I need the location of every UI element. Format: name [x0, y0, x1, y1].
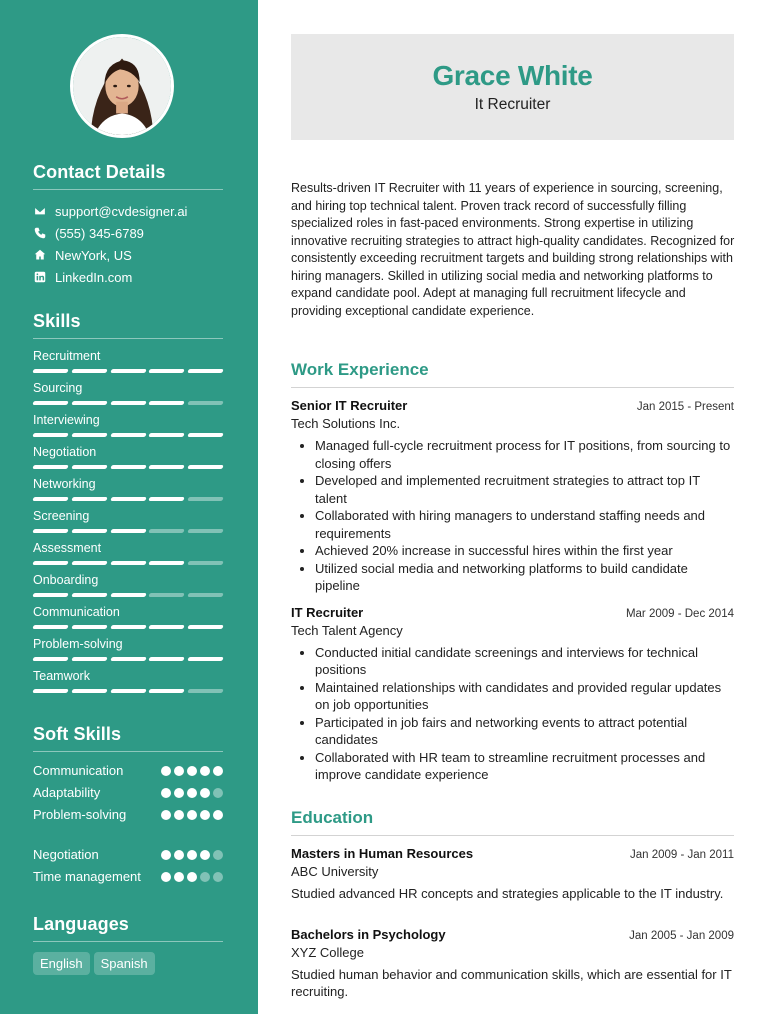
skill-level-segment	[71, 401, 107, 405]
job-date: Mar 2009 - Dec 2014	[625, 607, 734, 620]
skill-level-bar	[33, 497, 223, 501]
languages-section	[33, 914, 223, 975]
skill-level-segment	[149, 465, 185, 469]
school-name: ABC University	[291, 864, 379, 879]
sidebar	[0, 0, 258, 1014]
soft-skill-label: Problem-solving	[33, 807, 127, 822]
contact-text[interactable]: LinkedIn.com	[55, 269, 133, 285]
skill-level-segment	[32, 401, 68, 405]
skill-item	[33, 541, 223, 573]
skill-level-bar	[33, 529, 223, 533]
skill-item	[33, 381, 223, 413]
rating-dot	[213, 766, 223, 776]
skill-level-segment	[149, 369, 185, 373]
education-description: Studied human behavior and communication skills, which are essential for IT recruiting.	[291, 966, 732, 999]
skills-section	[33, 311, 223, 701]
skill-level-segment	[71, 689, 107, 693]
soft-skill-rating	[161, 784, 223, 798]
degree-title: Masters in Human Resources	[291, 846, 474, 861]
skill-label: Communication	[33, 605, 120, 619]
rating-dot	[174, 766, 184, 776]
job-bullet: • Maintained relationships with candidates and provided regular updates on job opportunities	[315, 679, 734, 714]
skill-level-segment	[110, 465, 146, 469]
rating-dot	[213, 810, 223, 820]
job-bullet: • Developed and implemented recruitment strategies to attract top IT talent	[315, 472, 734, 507]
languages-heading: Languages	[33, 914, 223, 942]
skill-level-segment	[187, 369, 223, 373]
skill-item	[33, 509, 223, 541]
skill-level-segment	[32, 529, 68, 533]
rating-dot	[161, 766, 171, 776]
skill-level-segment	[32, 497, 68, 501]
job-entry	[291, 605, 734, 784]
contact-item[interactable]	[33, 244, 223, 266]
rating-dot	[213, 788, 223, 798]
rating-dot	[200, 766, 210, 776]
job-entry	[291, 398, 734, 595]
language-chip: Spanish	[94, 952, 155, 975]
skill-level-segment	[187, 465, 223, 469]
skill-level-segment	[110, 497, 146, 501]
skill-level-bar	[33, 401, 223, 405]
contact-item[interactable]	[33, 222, 223, 244]
skill-level-segment	[110, 689, 146, 693]
skill-level-segment	[187, 561, 223, 565]
soft-skill-rating	[161, 762, 223, 776]
skill-item	[33, 669, 223, 701]
skill-level-segment	[149, 433, 185, 437]
rating-dot	[161, 872, 171, 882]
skill-level-segment	[110, 433, 146, 437]
skill-item	[33, 413, 223, 445]
rating-dot	[161, 810, 171, 820]
skill-level-segment	[149, 401, 185, 405]
skill-level-segment	[187, 497, 223, 501]
skill-level-bar	[33, 369, 223, 373]
skill-level-segment	[32, 433, 68, 437]
contact-section	[33, 162, 223, 288]
soft-skills-list	[33, 762, 223, 908]
rating-dot	[161, 850, 171, 860]
skill-level-bar	[33, 465, 223, 469]
soft-skill-label: Communication	[33, 763, 124, 778]
skill-level-segment	[71, 593, 107, 597]
experience-section	[291, 360, 734, 784]
degree-title: Bachelors in Psychology	[291, 926, 446, 942]
rating-dot	[200, 850, 210, 860]
skill-level-bar	[33, 561, 223, 565]
soft-skill-rating	[161, 806, 223, 820]
name-header	[291, 34, 734, 140]
skill-label: Sourcing	[33, 381, 83, 395]
education-description: Studied advanced HR concepts and strategies applicable to the IT industry.	[291, 886, 724, 901]
education-heading: Education	[291, 808, 734, 836]
contact-item[interactable]	[33, 200, 223, 222]
skill-level-segment	[32, 657, 68, 661]
school-name: XYZ College	[291, 944, 364, 960]
skill-level-segment	[71, 497, 107, 501]
job-date: Jan 2015 - Present	[636, 401, 734, 413]
skill-level-segment	[149, 497, 185, 501]
skill-level-segment	[149, 561, 185, 565]
job-company: Tech Talent Agency	[291, 622, 403, 638]
job-bullet: • Participated in job fairs and networking events to attract potential candidates	[315, 714, 734, 749]
rating-dot	[200, 872, 210, 882]
job-bullets	[291, 437, 734, 595]
skill-level-segment	[71, 369, 107, 373]
skill-level-segment	[32, 561, 68, 565]
skill-item	[33, 445, 223, 477]
skill-level-segment	[149, 657, 185, 661]
job-bullet: • Collaborated with hiring managers to understand staffing needs and requirements	[315, 507, 734, 542]
portrait-image	[73, 37, 171, 135]
skill-label: Onboarding	[33, 573, 99, 587]
soft-skill-item	[33, 806, 223, 846]
education-list	[291, 846, 734, 1001]
job-bullet: • Achieved 20% increase in successful hires within the first year	[315, 542, 734, 560]
soft-skills-section	[33, 724, 223, 908]
home-icon	[33, 248, 47, 262]
skill-level-segment	[110, 593, 146, 597]
skill-label: Screening	[33, 509, 90, 523]
rating-dot	[174, 810, 184, 820]
skill-level-segment	[71, 465, 107, 469]
skill-level-segment	[71, 529, 107, 533]
skill-label: Assessment	[33, 541, 102, 555]
education-date: Jan 2005 - Jan 2009	[629, 929, 734, 942]
candidate-role: It Recruiter	[474, 96, 551, 113]
job-title: IT Recruiter	[291, 604, 364, 620]
profile-photo	[70, 34, 174, 138]
skill-label: Interviewing	[33, 413, 100, 427]
rating-dot	[187, 766, 197, 776]
skills-heading: Skills	[33, 311, 223, 339]
job-bullet: • Collaborated with HR team to streamline recruitment processes and improve candidate experience	[315, 749, 734, 784]
skill-label: Networking	[33, 477, 96, 491]
skill-level-segment	[149, 529, 185, 533]
profile-summary: Results-driven IT Recruiter with 11 years of experience in sourcing, screening, and hiring top technical talent. Proven track record of successfully filling specialized roles in fast-paced environments. Strong expertise in utilizing innovative recruiting strategies to attract high-quality candidates. Recognized for consistently exceeding recruitment targets and building strong relationships with hiring managers. Skilled in utilizing social media and networking platforms to expand candidate pool. Adept at managing full recruitment lifecycle and providing exceptional candidate experience.	[291, 181, 735, 318]
skill-level-segment	[110, 625, 146, 629]
education-date: Jan 2009 - Jan 2011	[629, 849, 734, 861]
education-section	[291, 808, 734, 1014]
skill-level-bar	[33, 689, 223, 693]
education-entry	[291, 846, 734, 903]
skill-level-segment	[149, 593, 185, 597]
main-content	[258, 0, 768, 1014]
skill-level-segment	[32, 689, 68, 693]
job-company: Tech Solutions Inc.	[291, 416, 401, 431]
soft-skill-item	[33, 868, 223, 908]
skill-level-segment	[110, 561, 146, 565]
skill-label: Problem-solving	[33, 637, 123, 651]
job-header	[291, 398, 734, 413]
rating-dot	[200, 810, 210, 820]
soft-skill-rating	[161, 868, 223, 882]
skill-level-bar	[33, 657, 223, 661]
rating-dot	[187, 872, 197, 882]
skill-level-segment	[187, 625, 223, 629]
skill-level-segment	[187, 433, 223, 437]
skill-level-segment	[71, 625, 107, 629]
rating-dot	[187, 850, 197, 860]
skill-level-segment	[32, 465, 68, 469]
rating-dot	[187, 810, 197, 820]
language-chip: English	[33, 952, 90, 975]
skill-level-segment	[32, 593, 68, 597]
skill-level-segment	[149, 625, 185, 629]
job-bullet: • Utilized social media and networking platforms to build candidate pipeline	[315, 560, 734, 595]
education-header	[291, 846, 734, 861]
skill-item	[33, 637, 223, 669]
skill-item	[33, 605, 223, 637]
rating-dot	[200, 788, 210, 798]
soft-skill-item	[33, 846, 223, 868]
skill-level-segment	[71, 561, 107, 565]
skill-label: Negotiation	[33, 445, 97, 459]
languages-list	[33, 952, 223, 975]
skill-level-segment	[110, 657, 146, 661]
skill-level-bar	[33, 625, 223, 629]
soft-skill-label: Adaptability	[33, 785, 101, 800]
skill-level-segment	[32, 625, 68, 629]
rating-dot	[213, 872, 223, 882]
skill-level-segment	[71, 433, 107, 437]
soft-skill-label: Time management	[33, 869, 141, 884]
soft-skill-label: Negotiation	[33, 847, 99, 862]
skill-level-segment	[71, 657, 107, 661]
skill-item	[33, 349, 223, 381]
skill-level-segment	[187, 689, 223, 693]
skill-level-segment	[110, 529, 146, 533]
contact-text[interactable]: NewYork, US	[55, 247, 132, 263]
soft-skill-item	[33, 784, 223, 806]
soft-skill-rating	[161, 846, 223, 860]
skill-item	[33, 477, 223, 509]
job-bullet: • Conducted initial candidate screenings and interviews for technical positions	[315, 644, 734, 679]
skill-level-segment	[187, 401, 223, 405]
skill-level-segment	[187, 657, 223, 661]
rating-dot	[174, 788, 184, 798]
linkedin-icon	[33, 270, 47, 284]
candidate-name: Grace White	[432, 60, 593, 91]
soft-skills-heading: Soft Skills	[33, 724, 223, 752]
soft-skill-item	[33, 762, 223, 784]
job-bullets	[291, 644, 734, 784]
job-bullet: • Managed full-cycle recruitment process for IT positions, from sourcing to closing offers	[315, 437, 734, 472]
rating-dot	[161, 788, 171, 798]
skill-level-segment	[187, 529, 223, 533]
job-header	[291, 605, 734, 620]
skill-level-bar	[33, 593, 223, 597]
skills-list	[33, 349, 223, 701]
education-entry	[291, 927, 734, 1001]
skill-level-segment	[149, 689, 185, 693]
skill-label: Teamwork	[33, 669, 90, 683]
envelope-icon	[33, 204, 47, 218]
rating-dot	[187, 788, 197, 798]
skill-level-bar	[33, 433, 223, 437]
skill-item	[33, 573, 223, 605]
education-header	[291, 927, 734, 942]
contact-text[interactable]: support@cvdesigner.ai	[55, 203, 188, 219]
phone-icon	[33, 226, 47, 240]
skill-label: Recruitment	[33, 349, 101, 363]
job-title: Senior IT Recruiter	[291, 398, 408, 413]
rating-dot	[174, 872, 184, 882]
contact-item[interactable]	[33, 266, 223, 288]
contact-list	[33, 200, 223, 288]
skill-level-segment	[187, 593, 223, 597]
rating-dot	[174, 850, 184, 860]
skill-level-segment	[110, 401, 146, 405]
contact-heading: Contact Details	[33, 162, 223, 190]
skill-level-segment	[110, 369, 146, 373]
jobs-list	[291, 398, 734, 784]
contact-text[interactable]: (555) 345-6789	[55, 225, 144, 241]
experience-heading: Work Experience	[291, 360, 734, 388]
rating-dot	[213, 850, 223, 860]
skill-level-segment	[32, 369, 68, 373]
